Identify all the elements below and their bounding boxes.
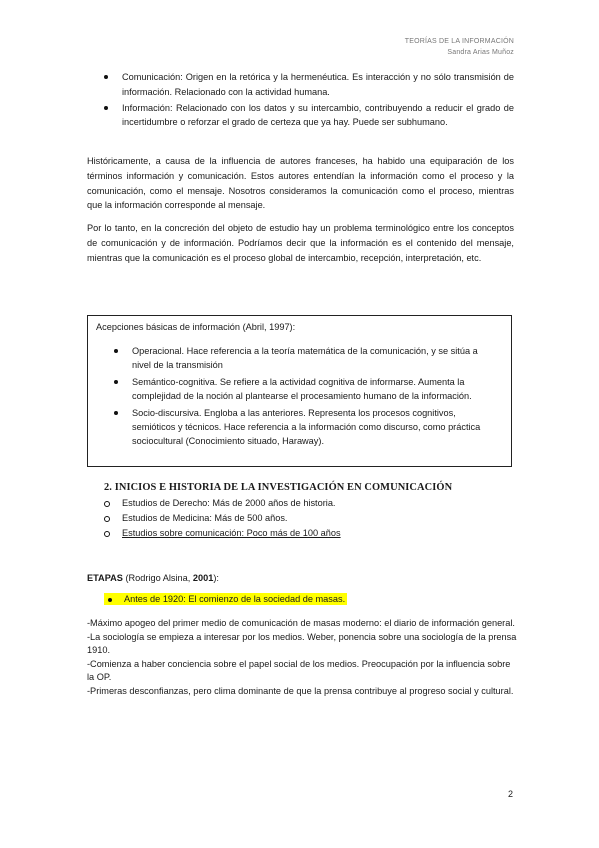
bullet-icon xyxy=(108,598,112,602)
bullet-icon xyxy=(114,411,118,415)
box-title: Acepciones básicas de información (Abril, 1997): xyxy=(96,322,296,332)
etapas-title: ETAPAS (Rodrigo Alsina, 2001): xyxy=(87,573,219,583)
bullet-icon xyxy=(104,75,108,79)
list-item: Socio-discursiva. Engloba a las anteriores. Representa los procesos cognitivos, semióticos y técnicos. Hace referencia a la información como discurso, como práctica sociocultural (Conocimiento situado, Haraway). xyxy=(114,406,489,448)
definitions-box xyxy=(87,315,512,467)
section-heading: 2. INICIOS E HISTORIA DE LA INVESTIGACIÓN EN COMUNICACIÓN xyxy=(104,482,453,493)
note-line: -Comienza a haber conciencia sobre el papel social de los medios. Preocupación por la influencia sobre la OP. xyxy=(87,658,511,683)
list-item: Estudios sobre comunicación: Poco más de 100 años xyxy=(104,526,341,541)
note-line: -La sociología se empieza a interesar por los medios. Weber, ponencia sobre una sociología de la prensa 1910. xyxy=(87,631,517,656)
note-line: -Máximo apogeo del primer medio de comunicación de masas moderno: el diario de información general. xyxy=(87,618,515,628)
list-item: Operacional. Hace referencia a la teoría matemática de la comunicación, y se sitúa a nivel de la transmisión xyxy=(114,344,489,372)
author-name: Sandra Arias Muñoz xyxy=(447,49,514,56)
page-number: 2 xyxy=(508,789,514,799)
page-header xyxy=(405,36,514,58)
list-item: Estudios de Medicina: Más de 500 años. xyxy=(104,511,341,526)
paragraph: Históricamente, a causa de la influencia de autores franceses, ha habido una equiparación de los términos información y comunicación. Estos autores entendían la información como el proceso y la comunicación, como el mensaje. Nosotros consideramos la comunicación como el proceso, mientras que la información corresponde al mensaje. xyxy=(87,156,514,211)
note-line: -Primeras desconfianzas, pero clima dominante de que la prensa contribuye al progreso social y cultural. xyxy=(87,685,514,696)
circle-bullet-icon xyxy=(104,501,110,507)
bullet-icon xyxy=(114,380,118,384)
box-list xyxy=(114,344,489,451)
list-item: Semántico-cognitiva. Se refiere a la actividad cognitiva de informarse. Aumenta la complejidad de la noción al plantearse el procesamiento humano de la información. xyxy=(114,375,489,403)
list-item: Estudios de Derecho: Más de 2000 años de historia. xyxy=(104,496,341,511)
bullet-icon xyxy=(104,106,108,110)
course-title: TEORÍAS DE LA INFORMACIÓN xyxy=(404,38,514,45)
definitions-list xyxy=(104,70,514,131)
list-item: Comunicación: Origen en la retórica y la hermenéutica. Es interacción y no sólo transmisión de información. Relacionado con la actividad humana. xyxy=(104,70,514,100)
circle-bullet-icon xyxy=(104,516,110,522)
circle-bullet-icon xyxy=(104,531,110,537)
list-item: Información: Relacionado con los datos y su intercambio, contribuyendo a reducir el grado de incertidumbre o reforzar el grado de certeza que ya hay. Puede ser subhumano. xyxy=(104,101,514,131)
highlight: Antes de 1920: El comienzo de la sociedad de masas. xyxy=(104,593,347,605)
notes xyxy=(87,617,517,699)
bullet-icon xyxy=(114,349,118,353)
paragraph: Por lo tanto, en la concreción del objeto de estudio hay un problema terminológico entre los conceptos de comunicación y de información. Podríamos decir que la información es el contenido del mensaje, mientras que la comunicación es el proceso global de intercambio, recepción, interpretación, etc. xyxy=(87,223,514,263)
section-list xyxy=(104,496,341,541)
highlighted-item xyxy=(104,594,347,604)
